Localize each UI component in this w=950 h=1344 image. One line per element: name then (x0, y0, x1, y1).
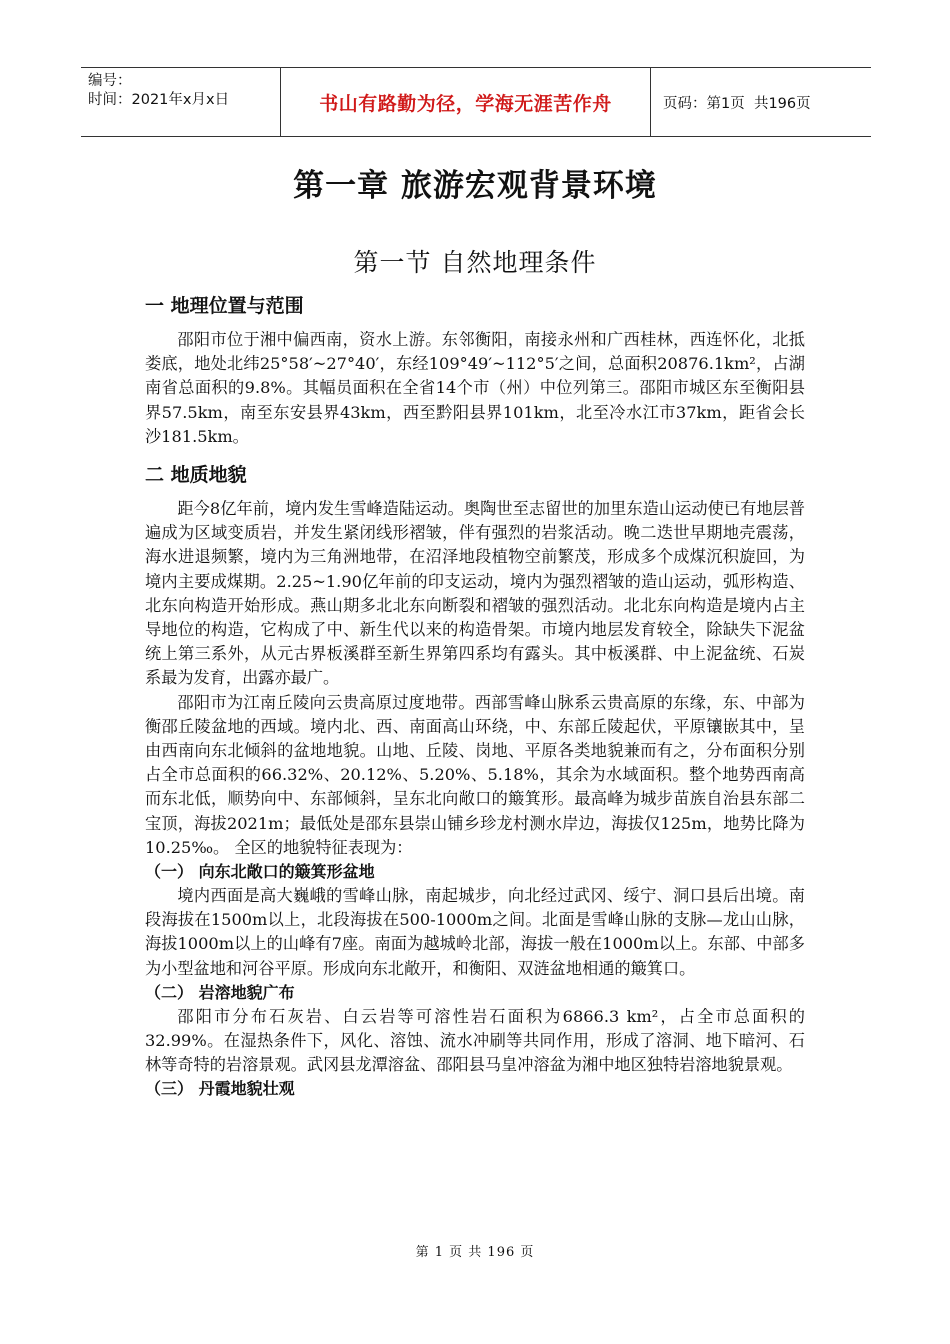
heading-geology: 二 地质地貌 (145, 464, 247, 487)
subheading-basin: （一） 向东北敞口的簸箕形盆地 (145, 862, 375, 882)
page-footer: 第 1 页 共 196 页 (415, 1245, 535, 1260)
paragraph-basin: 境内西面是高大巍峨的雪峰山脉，南起城步，向北经过武冈、绥宁、洞口县后出境。南段海拔在1500m以上，北段海拔在500-1000m之间。北面是雪峰山脉的支脉—龙山山脉，海拔1000m以上的山峰有7座。南面为越城岭北部，海拔一般在1000m以上。东部、中部多为小型盆地和河谷平原。形成向东北敞开，和衡阳、双涟盆地相通的簸箕口。 (145, 886, 805, 978)
header-motto: 书山有路勤为径，学海无涯苦作舟 (281, 68, 651, 136)
header-meta (81, 68, 281, 136)
paragraph-karst: 邵阳市分布石灰岩、白云岩等可溶性岩石面积为6866.3 km²，占全市总面积的32.99%。在湿热条件下，风化、溶蚀、流水冲刷等共同作用，形成了溶洞、地下暗河、石林等奇特的岩溶景观。武冈县龙潭溶盆、邵阳县马皇冲溶盆为湘中地区独特岩溶地貌景观。 (145, 1006, 805, 1075)
document-code: 编号： (88, 73, 132, 89)
page-header (81, 67, 871, 137)
subheading-danxia: （三） 丹霞地貌壮观 (145, 1079, 295, 1099)
subheading-karst: （二） 岩溶地貌广布 (145, 982, 295, 1002)
document-date: 时间：2021年x月x日 (88, 92, 230, 108)
paragraph-location: 邵阳市位于湘中偏西南，资水上游。东邻衡阳，南接永州和广西桂林，西连怀化，北抵娄底，地处北纬25°58′~27°40′，东经109°49′~112°5′之间，总面积20876.1km²，占湖南省总面积的9.8%。其幅员面积在全省14个市（州）中位列第三。邵阳市城区东至衡阳县界57.5km，南至东安县界43km，西至黔阳县界101km，北至冷水江市37km，距省会长沙181.5km。 (145, 330, 805, 446)
chapter-title: 第一章 旅游宏观背景环境 (293, 168, 657, 204)
paragraph-geology-history: 距今8亿年前，境内发生雪峰造陆运动。奥陶世至志留世的加里东造山运动使已有地层普遍成为区域变质岩，并发生紧闭线形褶皱，伴有强烈的岩浆活动。晚二迭世早期地壳震荡，海水进退频繁，境内为三角洲地带，在沼泽地段植物空前繁茂，形成多个成煤沉积旋回，为境内主要成煤期。2.25~1.90亿年前的印支运动，境内为强烈褶皱的造山运动，弧形构造、北东向构造开始形成。燕山期多北北东向断裂和褶皱的强烈活动。北北东向构造是境内占主导地位的构造，它构成了中、新生代以来的构造骨架。市境内地层发育较全，除缺失下泥盆统上第三系外，从元古界板溪群至新生界第四系均有露头。其中板溪群、中上泥盆统、石炭系最为发育，出露亦最广。 (145, 499, 805, 688)
heading-location: 一 地理位置与范围 (145, 295, 304, 317)
header-page-info (651, 68, 871, 136)
page-info-text: 页码：第1页 共196页 (663, 95, 811, 112)
paragraph-geology-terrain: 邵阳市为江南丘陵向云贵高原过度地带。西部雪峰山脉系云贵高原的东缘，东、中部为衡邵丘陵盆地的西域。境内北、西、南面高山环绕，中、东部丘陵起伏，平原镶嵌其中，呈由西南向东北倾斜的盆地地貌。山地、丘陵、岗地、平原各类地貌兼而有之，分布面积分别占全市总面积的66.32%、20.12%、5.20%、5.18%，其余为水域面积。整个地势西南高而东北低，顺势向中、东部倾斜，呈东北向敞口的簸箕形。最高峰为城步苗族自治县东部二宝顶，海拔2021m；最低处是邵东县崇山铺乡珍龙村测水岸边，海拔仅125m，地势比降为10.25‰。 全区的地貌特征表现为： (145, 692, 805, 857)
document-body (145, 290, 805, 1101)
section-title: 第一节 自然地理条件 (353, 248, 597, 277)
